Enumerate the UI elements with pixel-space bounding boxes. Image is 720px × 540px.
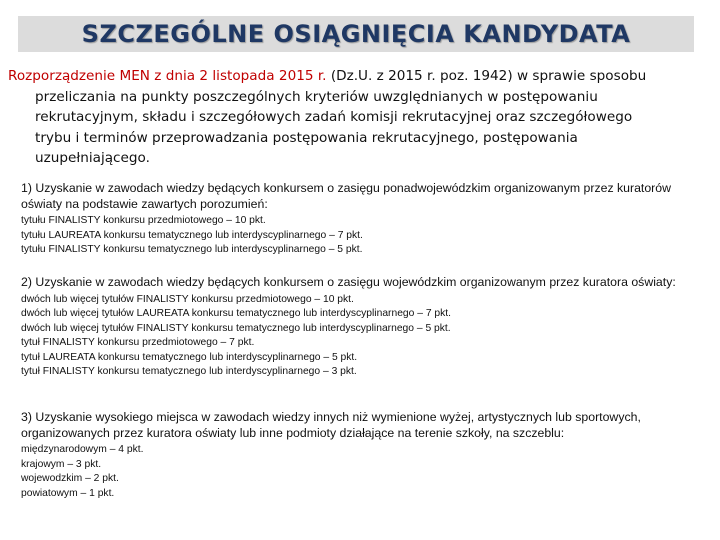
intro-line-1 <box>8 66 708 87</box>
list-item: krajowym – 3 pkt. <box>21 458 102 470</box>
list-item: tytułu FINALISTY konkursu tematycznego lub interdyscyplinarnego – 5 pkt. <box>21 244 363 255</box>
list-item: dwóch lub więcej tytułów FINALISTY konkursu przedmiotowego – 10 pkt. <box>21 293 354 305</box>
section-heading: 2) Uzyskanie w zawodach wiedzy będących konkursem o zasięgu wojewódzkim organizowanym przez kuratora oświaty: <box>21 275 676 289</box>
list-item: dwóch lub więcej tytułów FINALISTY konkursu tematycznego lub interdyscyplinarnego – 5 pkt. <box>21 322 451 334</box>
list-item: powiatowym – 1 pkt. <box>21 487 115 499</box>
section-heading-suffix: na podstawie zawartych porozumień: <box>62 196 268 211</box>
list-item: tytułu FINALISTY konkursu przedmiotowego – 10 pkt. <box>21 215 266 226</box>
section-heading-main: 1) Uzyskanie w zawodach wiedzy będących konkursem o zasięgu ponadwojewódzkim organizowanym przez kuratorów oświaty <box>21 181 671 211</box>
intro-line-4: trybu i terminów przeprowadzania postępowania rekrutacyjnego, postępowania <box>35 129 578 146</box>
list-item: tytuł FINALISTY konkursu tematycznego lub interdyscyplinarnego – 3 pkt. <box>21 366 357 377</box>
list-item: tytułu LAUREATA konkursu tematycznego lub interdyscyplinarnego – 7 pkt. <box>21 229 363 241</box>
intro-line-3: rekrutacyjnym, składu i szczegółowych zadań komisji rekrutacyjnej oraz szczegółowego <box>35 109 633 125</box>
section-other-competitions <box>21 410 711 501</box>
list-item: tytuł LAUREATA konkursu tematycznego lub interdyscyplinarnego – 5 pkt. <box>21 351 358 363</box>
regulation-name: Rozporządzenie MEN z dnia 2 listopada 2015 r. <box>8 68 327 84</box>
title-banner <box>18 16 694 52</box>
section-supraregional-competitions <box>21 181 711 258</box>
list-item: wojewodzkim – 2 pkt. <box>21 473 119 484</box>
section-regional-competitions <box>21 275 711 380</box>
list-item: dwóch lub więcej tytułów LAUREATA konkursu tematycznego lub interdyscyplinarnego – 7 pkt. <box>21 308 452 319</box>
section-heading: 3) Uzyskanie wysokiego miejsca w zawodach wiedzy innych niż wymienione wyżej, artystycznych lub sportowych, organizowanych przez kuratora oświaty lub inne podmioty działające na terenie szkoły, na szczeblu: <box>21 410 641 440</box>
list-item: tytuł FINALISTY konkursu przedmiotowego – 7 pkt. <box>21 337 255 348</box>
regulation-reference: (Dz.U. z 2015 r. poz. 1942) w sprawie sposobu <box>326 68 647 84</box>
section-heading <box>21 181 711 212</box>
intro-line-2: przeliczania na punkty poszczególnych kryteriów uwzględnianych w postępowaniu <box>35 88 598 105</box>
intro-line-5: uzupełniającego. <box>35 150 150 166</box>
regulation-intro <box>8 66 708 169</box>
list-item: międzynarodowym – 4 pkt. <box>21 444 144 455</box>
page-title: SZCZEGÓLNE OSIĄGNIĘCIA KANDYDATA <box>81 20 631 48</box>
